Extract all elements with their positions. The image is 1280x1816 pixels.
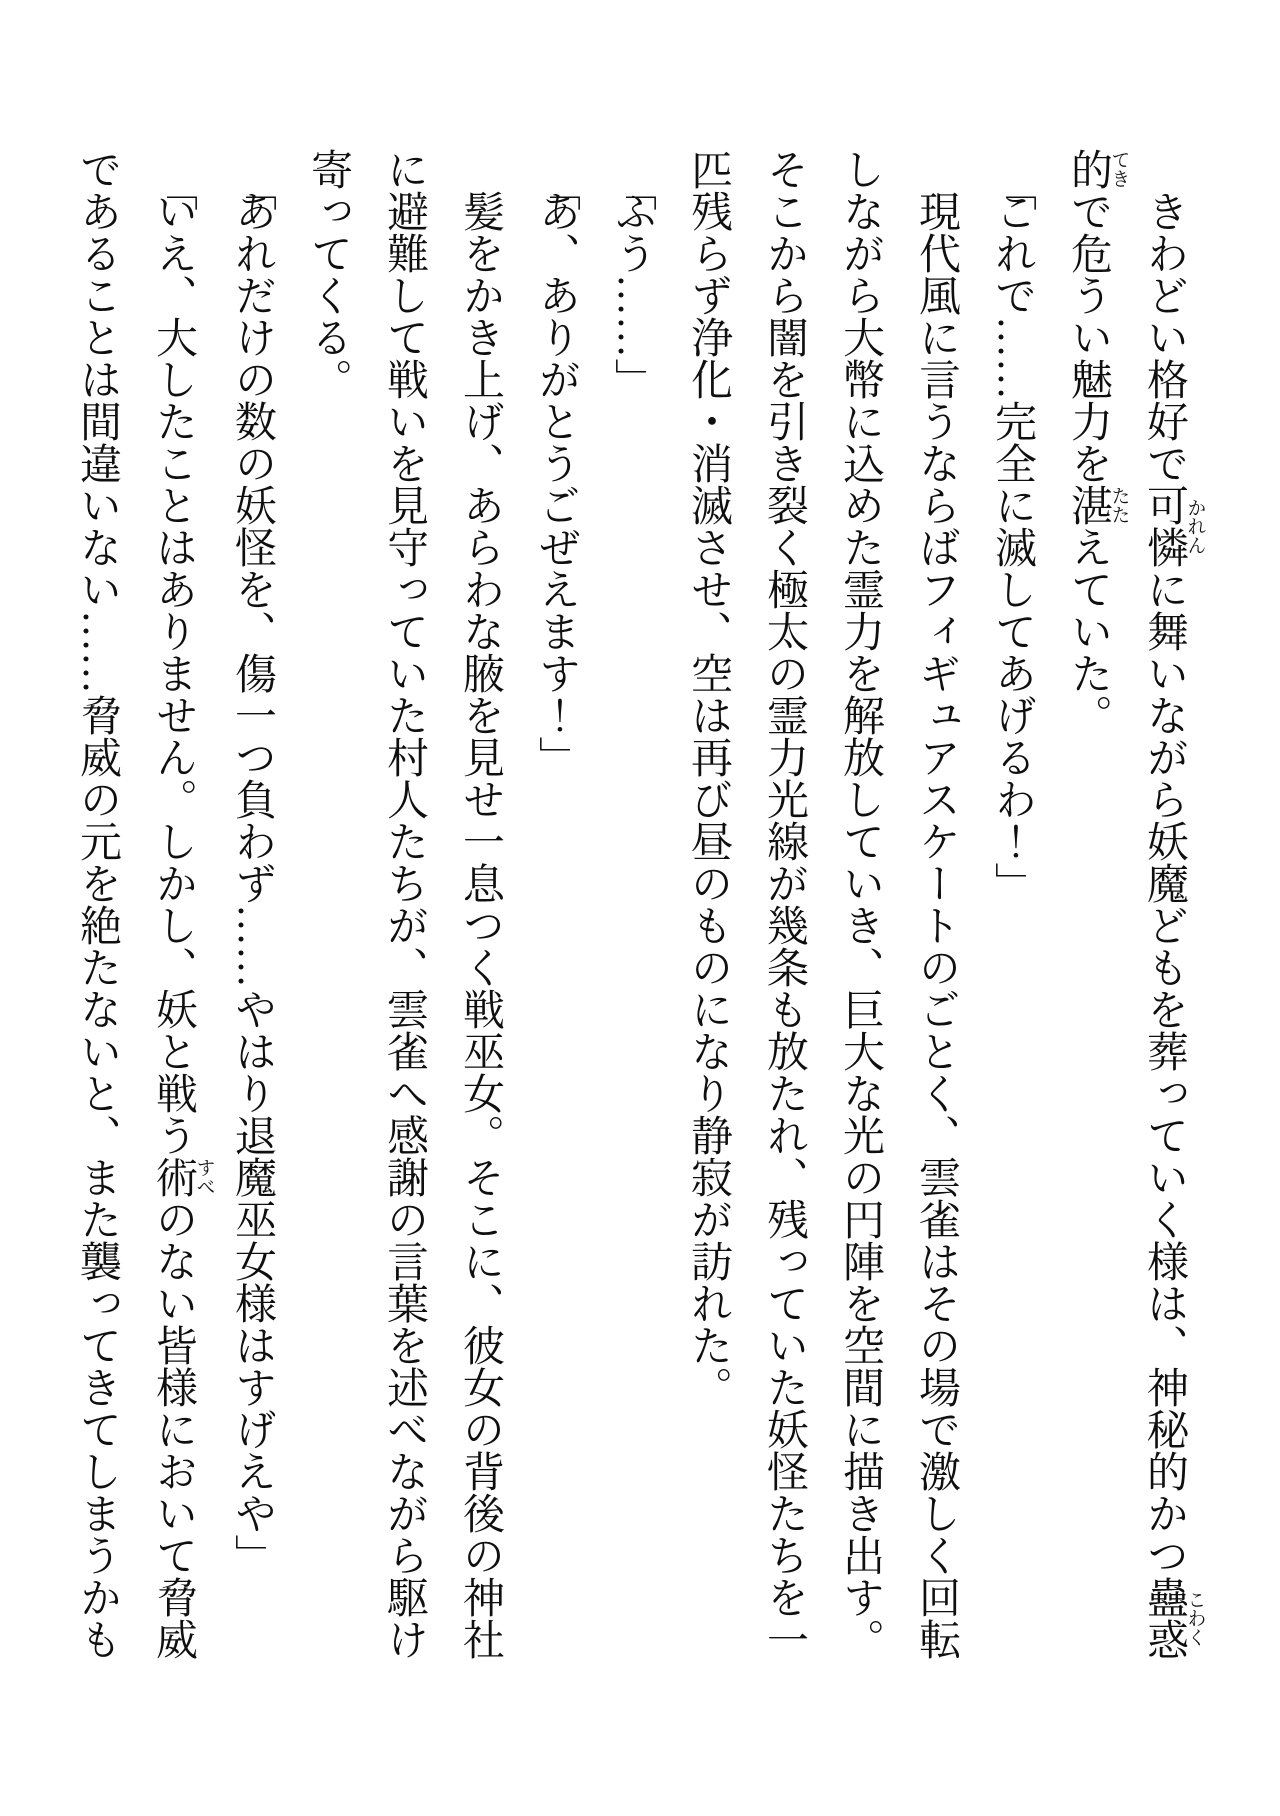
ruby-word: 可憐かれん [1141,484,1206,568]
ruby-word: 術すべ [150,1156,215,1198]
paragraph-8-dialogue: 「いえ、大したことはありません。しかし、妖と戦う術すべのない皆様において脅威であることは間違いない……脅威の元を絶たないと、また襲ってきてしまうかも [74,148,215,1660]
paragraph-1-narration: きわどい格好で可憐かれんに舞いながら妖魔どもを葬っていく様は、神秘的かつ蠱惑こわく的てきで危うい魅力を湛たたえていた。 [1065,148,1206,1660]
furigana: すべ [193,1156,215,1198]
opening-bracket: 「 [533,169,579,190]
ruby-word: 湛たた [1065,484,1130,526]
opening-bracket: 「 [229,169,275,190]
opening-bracket: 「 [989,169,1035,190]
ruby-word: 蠱惑こわく [1141,1576,1206,1660]
furigana: かれん [1184,484,1206,568]
paragraph-4-dialogue: 「ふう……」 [609,169,655,400]
paragraph-7-dialogue: 「あれだけの数の妖怪を、傷一つ負わず……やはり退魔巫女様はすげえや」 [229,169,275,1576]
opening-bracket: 「 [150,169,196,190]
opening-bracket: 「 [609,169,655,190]
paragraph-5-dialogue: 「あ、ありがとうごぜえます！」 [533,169,579,778]
furigana: こわく [1184,1576,1206,1660]
paragraph-6-narration: 髪をかき上げ、あらわな腋を見せ一息つく戦巫女。そこに、彼女の背後の神社に避難して戦いを見守っていた村人たちが、雲雀へ感謝の言葉を述べながら駆け寄ってくる。 [305,148,503,1660]
furigana: てき [1108,148,1130,190]
furigana: たた [1108,484,1130,526]
vertical-text-block [59,148,1205,1660]
ruby-word: 的てき [1065,148,1130,190]
paragraph-3-narration: 現代風に言うならばフィギュアスケートのごとく、雲雀はその場で激しく回転しながら大幣に込めた霊力を解放していき、巨大な光の円陣を空間に描き出す。そこから闇を引き裂く極太の霊力光線が幾条も放たれ、残っていた妖怪たちを一匹残らず浄化・消滅させ、空は再び昼のものになり静寂が訪れた。 [685,148,959,1660]
paragraph-2-dialogue: 「これで……完全に滅してあげるわ！」 [989,169,1035,904]
